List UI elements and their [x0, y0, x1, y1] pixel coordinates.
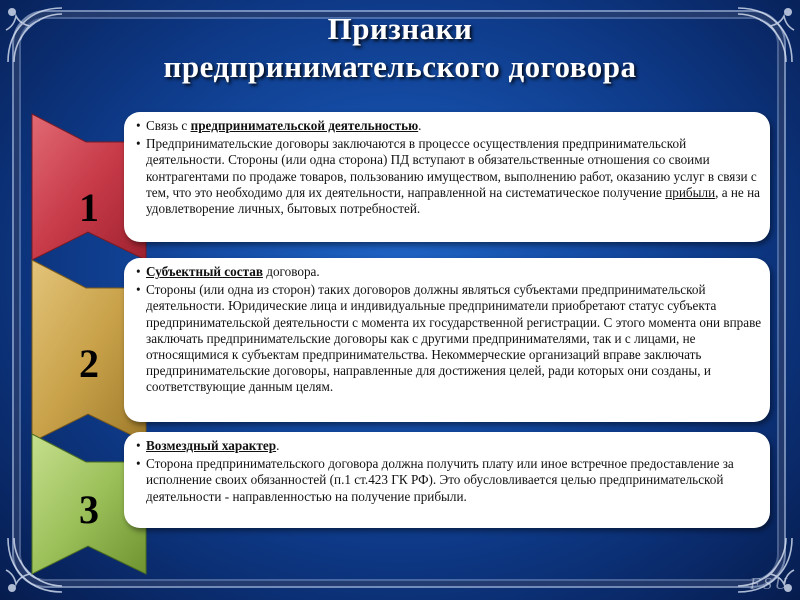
- title-line-1: Признаки: [327, 11, 473, 46]
- list-item: • Сторона предпринимательского договора должна получить плату или иное встречное предоставление за исполнение своих обязанностей (п.1 ст.423 ГК РФ). Это обусловливается целью предпринимательской деятельности - направленностью на получение прибыли.: [146, 456, 762, 505]
- step-number-3: 3: [79, 487, 99, 532]
- slide-title: [0, 10, 800, 86]
- list-item: • Субъектный состав договора.: [146, 264, 762, 280]
- step-number-2: 2: [79, 341, 99, 386]
- list-item: • Предпринимательские договоры заключаются в процессе осуществления предпринимательской деятельности. Стороны (или одна сторона) ПД вступают в обязательственные отношения со своими контрагентами по продаже товаров, пользованию имуществом, выполнению работ, оказанию услуг в связи с тем, что это необходимо для их деятельности, направленной на систематическое получение прибыли, а не на удовлетворение личных, бытовых потребностей.: [146, 136, 762, 217]
- list-item: • Стороны (или одна из сторон) таких договоров должны являться субъектами предпринимательской деятельности. Юридические лица и индивидуальные предприниматели приобретают статус субъекта предпринимательской деятельности с момента их государственной регистрации. С этого момента они вправе заключать предпринимательские договоры как с другими предпринимателями, так и с лицами, не относящимися к субъектам предпринимательства. Некоммерческие организаций вправе заключать предпринимательские договоры, направленные для достижения целей, ради которых они созданы, и соответствующие данным целям.: [146, 282, 762, 395]
- list-item: • Связь с предпринимательской деятельностью.: [146, 118, 762, 134]
- underlined-term: Субъектный состав: [146, 264, 263, 279]
- underlined-term: Возмездный характер: [146, 438, 277, 453]
- step-number-1: 1: [79, 185, 99, 230]
- card-2: [124, 258, 770, 422]
- title-line-2: предпринимательского договора: [163, 49, 637, 84]
- watermark-logo: FSU: [749, 574, 790, 593]
- list-item: • Возмездный характер.: [146, 438, 762, 454]
- underlined-term: прибыли: [665, 184, 716, 200]
- card-1: [124, 112, 770, 242]
- card-3: [124, 432, 770, 528]
- underlined-term: предпринимательской деятельностью: [190, 118, 419, 133]
